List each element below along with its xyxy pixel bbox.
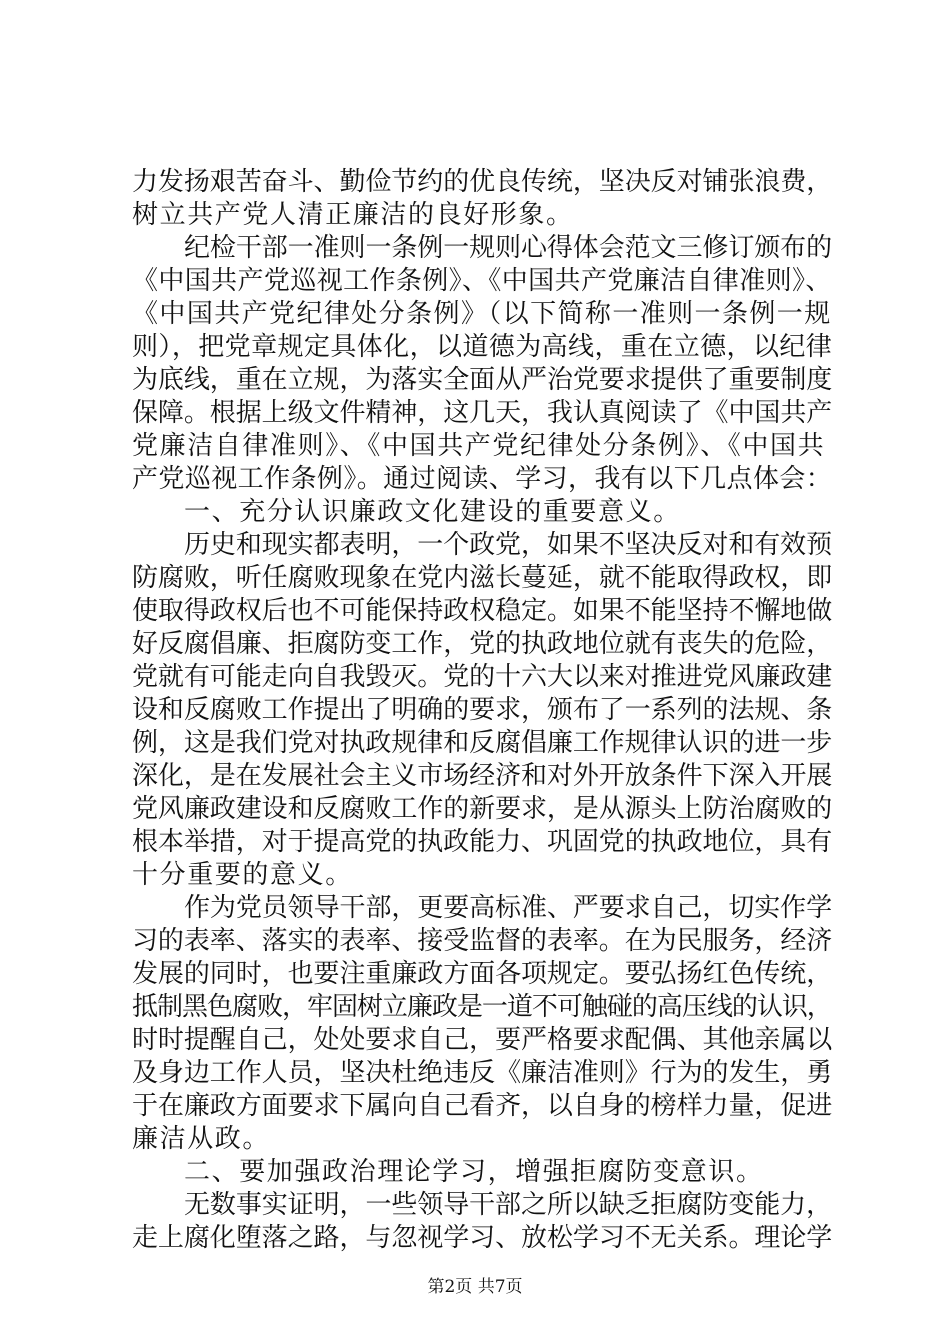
- text-line: 树立共产党人清正廉洁的良好形象。: [132, 200, 574, 230]
- text-line: 于在廉政方面要求下属向自己看齐，以自身的榜样力量，促进: [132, 1091, 833, 1121]
- text-line: 《中国共产党纪律处分条例》（以下简称一准则一条例一规: [132, 299, 832, 329]
- text-line: 保障。根据上级文件精神，这几天，我认真阅读了《中国共产: [132, 398, 833, 428]
- text-line: 及身边工作人员，坚决杜绝违反《廉洁准则》行为的发生，勇: [132, 1058, 833, 1088]
- text-line: 根本举措，对于提高党的执政能力、巩固党的执政地位，具有: [132, 827, 833, 857]
- text-line: 发展的同时，也要注重廉政方面各项规定。要弘扬红色传统，: [132, 959, 833, 989]
- text-line: 走上腐化堕落之路，与忽视学习、放松学习不无关系。理论学: [132, 1223, 833, 1253]
- text-line: 为底线，重在立规，为落实全面从严治党要求提供了重要制度: [132, 365, 833, 395]
- text-line: 时时提醒自己，处处要求自己，要严格要求配偶、其他亲属以: [132, 1025, 833, 1055]
- text-line: 党就有可能走向自我毁灭。党的十六大以来对推进党风廉政建: [132, 662, 833, 692]
- text-line: 设和反腐败工作提出了明确的要求，颁布了一系列的法规、条: [132, 695, 833, 725]
- text-line: 好反腐倡廉、拒腐防变工作，党的执政地位就有丧失的危险，: [132, 629, 833, 659]
- text-line: 廉洁从政。: [132, 1124, 271, 1154]
- text-line: 产党巡视工作条例》。通过阅读、学习，我有以下几点体会：: [132, 464, 833, 494]
- text-line: 使取得政权后也不可能保持政权稳定。如果不能坚持不懈地做: [132, 596, 833, 626]
- text-line: 例，这是我们党对执政规律和反腐倡廉工作规律认识的进一步: [132, 728, 833, 758]
- text-line: 二、要加强政治理论学习，增强拒腐防变意识。: [184, 1157, 764, 1187]
- text-line: 则），把党章规定具体化，以道德为高线，重在立德，以纪律: [132, 332, 833, 362]
- text-line: 十分重要的意义。: [132, 860, 353, 890]
- page-footer: 第2页 共7页: [427, 1277, 523, 1297]
- document-body: [132, 166, 832, 1255]
- text-line: 深化，是在发展社会主义市场经济和对外开放条件下深入开展: [132, 761, 833, 791]
- text-line: 党廉洁自律准则》、《中国共产党纪律处分条例》、《中国共: [132, 431, 826, 461]
- text-line: 作为党员领导干部，更要高标准、严要求自己，切实作学: [184, 893, 833, 923]
- text-line: 抵制黑色腐败，牢固树立廉政是一道不可触碰的高压线的认识，: [132, 992, 832, 1022]
- text-line: 力发扬艰苦奋斗、勤俭节约的优良传统，坚决反对铺张浪费，: [132, 167, 833, 197]
- text-line: 无数事实证明，一些领导干部之所以缺乏拒腐防变能力，: [184, 1190, 833, 1220]
- text-line: 纪检干部一准则一条例一规则心得体会范文三修订颁布的: [184, 233, 833, 263]
- text-line: 历史和现实都表明，一个政党，如果不坚决反对和有效预: [184, 530, 833, 560]
- text-line: 党风廉政建设和反腐败工作的新要求，是从源头上防治腐败的: [132, 794, 833, 824]
- text-line: 习的表率、落实的表率、接受监督的表率。在为民服务，经济: [132, 926, 833, 956]
- text-line: 一、充分认识廉政文化建设的重要意义。: [184, 497, 681, 527]
- text-line: 防腐败，听任腐败现象在党内滋长蔓延，就不能取得政权，即: [132, 563, 833, 593]
- text-line: 《中国共产党巡视工作条例》、《中国共产党廉洁自律准则》、: [132, 266, 832, 296]
